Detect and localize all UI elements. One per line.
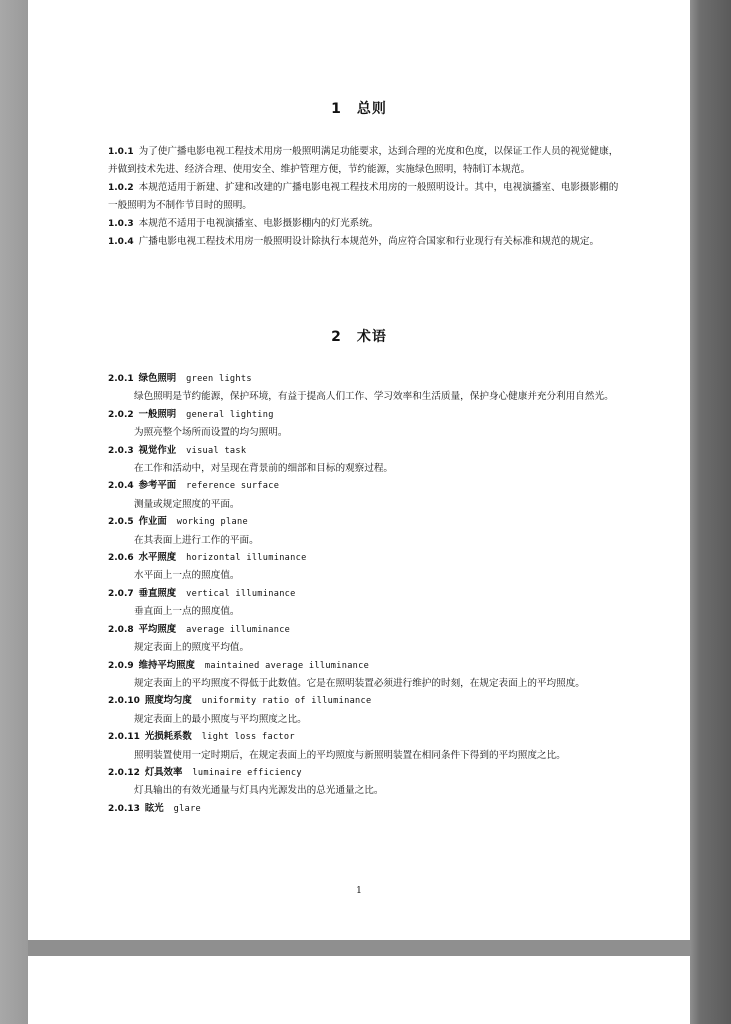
- document-page: [28, 0, 690, 940]
- chapter-1-body: [108, 143, 620, 251]
- clause-1-0-4: 1.0.4 广播电影电视工程技术用房一般照明设计除执行本规范外，尚应符合国家和行业现行有关标准和规范的规定。: [108, 236, 600, 248]
- page-number: 1: [356, 886, 362, 896]
- clause-1-0-2: 1.0.2 本规范适用于新建、扩建和改建的广播电影电视工程技术用房的一般照明设计。其中，电视演播室、电影摄影棚的一般照明为不制作节目时的照明。: [108, 181, 619, 212]
- chapter-2-title: 2 术语: [331, 329, 387, 345]
- term-entry: 2.0.3 视觉作业 visual task 在工作和活动中，对呈现在背景前的细部和目标的观察过程。: [108, 444, 394, 475]
- term-entry: 2.0.10 照度均匀度 uniformity ratio of illuminance 规定表面上的最小照度与平均照度之比。: [108, 695, 372, 725]
- clause-1-0-3: 1.0.3 本规范不适用于电视演播室、电影摄影棚内的灯光系统。: [108, 217, 379, 229]
- term-entry: 2.0.12 灯具效率 luminaire efficiency 灯具输出的有效光通量与灯具内光源发出的总光通量之比。: [108, 766, 384, 797]
- term-entry: 2.0.1 绿色照明 green lights 绿色照明是节约能源，保护环境，有益于提高人们工作、学习效率和生活质量，保护身心健康并充分利用自然光。: [108, 373, 614, 403]
- next-page-top: [28, 956, 690, 1024]
- term-entry: 2.0.5 作业面 working plane 在其表面上进行工作的平面。: [108, 516, 259, 546]
- term-entry: 2.0.13 眩光 glare: [108, 802, 202, 814]
- chapter-2-body: [108, 370, 620, 818]
- clause-1-0-1: 1.0.1 为了使广播电影电视工程技术用房一般照明满足功能要求，达到合理的光度和色度，以保证工作人员的视觉健康，并做到技术先进、经济合理、使用安全、维护管理方便，节约能源，实施绿色照明，特制订本规范。: [108, 146, 619, 176]
- term-entry: 2.0.8 平均照度 average illuminance 规定表面上的照度平均值。: [108, 623, 291, 654]
- term-entry: 2.0.4 参考平面 reference surface 测量或规定照度的平面。: [108, 480, 280, 510]
- chapter-1-title: 1 总则: [331, 101, 387, 117]
- term-entry: 2.0.7 垂直照度 vertical illuminance 垂直面上一点的照度值。: [108, 587, 296, 618]
- term-entry: 2.0.2 一般照明 general lighting 为照亮整个场所而设置的均匀照明。: [108, 408, 288, 439]
- term-entry: 2.0.6 水平照度 horizontal illuminance 水平面上一点的照度值。: [108, 552, 307, 582]
- term-entry: 2.0.11 光损耗系数 light loss factor 照明装置使用一定时期后，在规定表面上的平均照度与新照明装置在相同条件下得到的平均照度之比。: [108, 731, 566, 761]
- term-entry: 2.0.9 维持平均照度 maintained average illuminance 规定表面上的平均照度不得低于此数值。它是在照明装置必须进行维护的时刻，在规定表面上的平均照度。: [108, 659, 585, 689]
